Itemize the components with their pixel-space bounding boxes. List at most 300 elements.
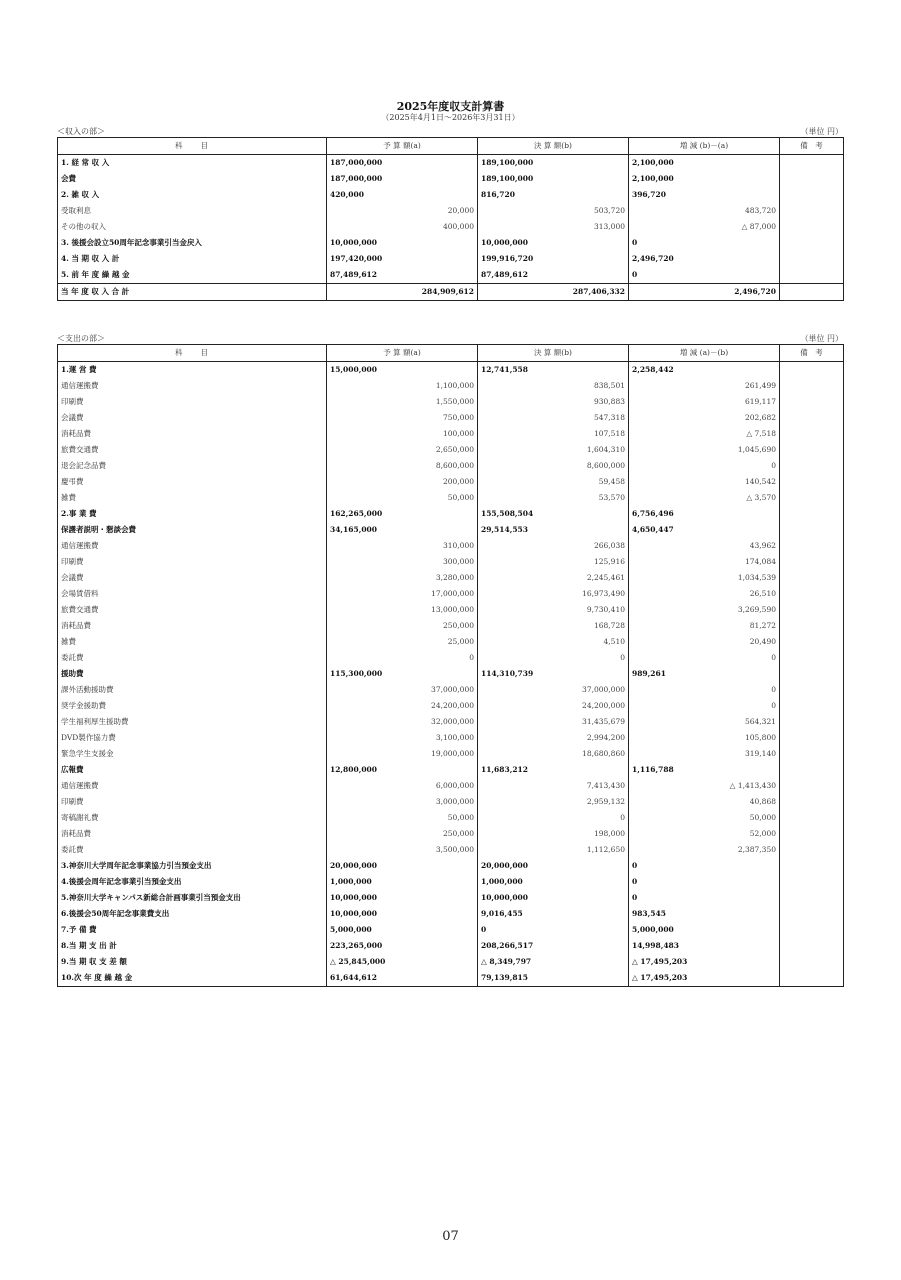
row-label: 援助費 [58,666,327,682]
row-label: 4. 当 期 収 入 計 [58,251,327,267]
cell-actual: 547,318 [478,410,629,426]
cell-budget: 61,644,612 [327,970,478,987]
row-label: 広報費 [58,762,327,778]
table-row [58,714,844,730]
cell-budget: 300,000 [327,554,478,570]
table-row [58,490,844,506]
cell-actual: 87,489,612 [478,267,629,284]
row-label: 2. 雑 収 入 [58,187,327,203]
table-row [58,171,844,187]
table-row [58,506,844,522]
row-label: 10.次 年 度 繰 越 金 [58,970,327,987]
table-row [58,442,844,458]
expense-unit: （単位 円） [800,334,843,343]
cell-remarks [780,746,844,762]
cell-budget: 1,000,000 [327,874,478,890]
cell-budget: 24,200,000 [327,698,478,714]
cell-actual: △ 8,349,797 [478,954,629,970]
cell-diff: 14,998,483 [629,938,780,954]
cell-diff: 3,269,590 [629,602,780,618]
table-row [58,794,844,810]
cell-diff: 2,100,000 [629,171,780,187]
cell-remarks [780,698,844,714]
cell-actual: 31,435,679 [478,714,629,730]
cell-actual: 208,266,517 [478,938,629,954]
cell-budget: 19,000,000 [327,746,478,762]
cell-diff: 81,272 [629,618,780,634]
table-row [58,970,844,987]
cell-remarks [780,826,844,842]
row-label: 印刷費 [58,394,327,410]
cell-actual: 2,959,132 [478,794,629,810]
page-number: 07 [442,1229,459,1244]
table-row [58,698,844,714]
total-actual: 287,406,332 [478,284,629,301]
cell-actual: 189,100,000 [478,155,629,172]
expense-section-label: ＜支出の部＞ [57,334,105,343]
row-label: 1. 経 常 収 入 [58,155,327,172]
row-label: 旅費交通費 [58,442,327,458]
cell-remarks [780,714,844,730]
total-label: 当 年 度 収 入 合 計 [58,284,327,301]
row-label: 3.神奈川大学周年記念事業協力引当預金支出 [58,858,327,874]
table-row [58,954,844,970]
cell-budget: 10,000,000 [327,235,478,251]
table-row [58,458,844,474]
cell-diff: 5,000,000 [629,922,780,938]
row-label: 緊急学生支援金 [58,746,327,762]
cell-budget: 17,000,000 [327,586,478,602]
cell-remarks [780,730,844,746]
header-subject: 科 目 [58,138,327,155]
cell-actual: 0 [478,922,629,938]
cell-budget: 5,000,000 [327,922,478,938]
row-label: 雑費 [58,634,327,650]
row-label: 印刷費 [58,554,327,570]
row-label: 受取利息 [58,203,327,219]
cell-actual: 1,604,310 [478,442,629,458]
cell-remarks [780,938,844,954]
row-label: 退会記念品費 [58,458,327,474]
row-label: 通信運搬費 [58,378,327,394]
cell-actual: 0 [478,650,629,666]
cell-remarks [780,634,844,650]
cell-diff: 202,682 [629,410,780,426]
cell-budget: 8,600,000 [327,458,478,474]
cell-remarks [780,187,844,203]
cell-actual: 10,000,000 [478,890,629,906]
cell-remarks [780,171,844,187]
header-diff: 増 減 (a)－(b) [629,345,780,362]
cell-diff: 2,100,000 [629,155,780,172]
table-row [58,538,844,554]
cell-diff: 2,258,442 [629,362,780,379]
table-row [58,906,844,922]
cell-budget: 3,000,000 [327,794,478,810]
table-row [58,267,844,284]
cell-actual: 11,683,212 [478,762,629,778]
cell-actual: 0 [478,810,629,826]
cell-actual: 168,728 [478,618,629,634]
cell-remarks [780,522,844,538]
cell-remarks [780,219,844,235]
cell-diff: 26,510 [629,586,780,602]
cell-diff: △ 7,518 [629,426,780,442]
cell-actual: 29,514,553 [478,522,629,538]
table-row [58,219,844,235]
cell-remarks [780,442,844,458]
cell-actual: 838,501 [478,378,629,394]
cell-actual: 1,000,000 [478,874,629,890]
table-row [58,570,844,586]
cell-budget: 100,000 [327,426,478,442]
table-row [58,650,844,666]
row-label: 会議費 [58,410,327,426]
row-label: 消耗品費 [58,618,327,634]
cell-remarks [780,203,844,219]
cell-remarks [780,666,844,682]
cell-budget: 0 [327,650,478,666]
cell-remarks [780,251,844,267]
cell-budget: 3,500,000 [327,842,478,858]
cell-diff: 483,720 [629,203,780,219]
table-row [58,730,844,746]
cell-actual: 16,973,490 [478,586,629,602]
table-row [58,922,844,938]
cell-actual: 1,112,650 [478,842,629,858]
document-title: 2025年度収支計算書 [396,100,505,113]
cell-budget: 87,489,612 [327,267,478,284]
table-row [58,362,844,379]
table-row [58,618,844,634]
table-row [58,778,844,794]
cell-diff: 43,962 [629,538,780,554]
cell-remarks [780,586,844,602]
cell-diff: △ 3,570 [629,490,780,506]
cell-budget: 162,265,000 [327,506,478,522]
cell-diff: 20,490 [629,634,780,650]
cell-actual: 79,139,815 [478,970,629,987]
cell-actual: 7,413,430 [478,778,629,794]
table-row [58,474,844,490]
table-row [58,554,844,570]
cell-actual: 189,100,000 [478,171,629,187]
cell-remarks [780,570,844,586]
cell-remarks [780,762,844,778]
cell-diff: 396,720 [629,187,780,203]
cell-budget: 310,000 [327,538,478,554]
row-label: 奨学金援助費 [58,698,327,714]
cell-remarks [780,378,844,394]
row-label: 9.当 期 収 支 差 額 [58,954,327,970]
cell-diff: 52,000 [629,826,780,842]
row-label: 慶弔費 [58,474,327,490]
cell-diff: 0 [629,458,780,474]
cell-actual: 37,000,000 [478,682,629,698]
cell-diff: 319,140 [629,746,780,762]
cell-remarks [780,410,844,426]
header-actual: 決 算 額(b) [478,345,629,362]
cell-budget: 15,000,000 [327,362,478,379]
cell-diff: △ 1,413,430 [629,778,780,794]
cell-remarks [780,538,844,554]
cell-actual: 8,600,000 [478,458,629,474]
cell-actual: 155,508,504 [478,506,629,522]
income-header-row [58,138,844,155]
table-row [58,858,844,874]
cell-budget: 20,000,000 [327,858,478,874]
cell-remarks [780,842,844,858]
cell-budget: 400,000 [327,219,478,235]
header-subject: 科 目 [58,345,327,362]
cell-remarks [780,426,844,442]
cell-budget: 3,100,000 [327,730,478,746]
cell-diff: 989,261 [629,666,780,682]
cell-remarks [780,890,844,906]
cell-actual: 9,016,455 [478,906,629,922]
cell-diff: 0 [629,858,780,874]
row-label: 印刷費 [58,794,327,810]
cell-remarks [780,602,844,618]
cell-budget: 20,000 [327,203,478,219]
cell-budget: 250,000 [327,618,478,634]
expense-header-row [58,345,844,362]
row-label: 8.当 期 支 出 計 [58,938,327,954]
row-label: 5.神奈川大学キャンパス新総合計画事業引当預金支出 [58,890,327,906]
cell-diff: 0 [629,698,780,714]
cell-budget: 200,000 [327,474,478,490]
cell-actual: 12,741,558 [478,362,629,379]
cell-remarks [780,554,844,570]
row-label: 1.運 営 費 [58,362,327,379]
document-period: （2025年4月1日～2026年3月31日） [381,113,520,122]
row-label: 旅費交通費 [58,602,327,618]
row-label: 会場賃借料 [58,586,327,602]
cell-actual: 20,000,000 [478,858,629,874]
cell-diff: 0 [629,267,780,284]
table-row [58,634,844,650]
cell-actual: 114,310,739 [478,666,629,682]
cell-diff: 2,387,350 [629,842,780,858]
cell-actual: 18,680,860 [478,746,629,762]
cell-diff: 0 [629,650,780,666]
cell-diff: 0 [629,682,780,698]
cell-remarks [780,394,844,410]
cell-actual: 503,720 [478,203,629,219]
row-label: 2.事 業 費 [58,506,327,522]
cell-actual: 107,518 [478,426,629,442]
cell-remarks [780,458,844,474]
cell-diff: △ 17,495,203 [629,970,780,987]
cell-diff: 983,545 [629,906,780,922]
cell-budget: 187,000,000 [327,171,478,187]
row-label: DVD製作協力費 [58,730,327,746]
cell-budget: 187,000,000 [327,155,478,172]
cell-budget: 50,000 [327,490,478,506]
cell-remarks [780,267,844,284]
cell-budget: 197,420,000 [327,251,478,267]
table-row [58,378,844,394]
cell-budget: 32,000,000 [327,714,478,730]
cell-actual: 266,038 [478,538,629,554]
row-label: 通信運搬費 [58,778,327,794]
row-label: 6.後援会50周年記念事業費支出 [58,906,327,922]
table-row [58,187,844,203]
cell-remarks [780,778,844,794]
cell-remarks [780,810,844,826]
income-section-label: ＜収入の部＞ [57,127,105,136]
total-budget: 284,909,612 [327,284,478,301]
cell-budget: 37,000,000 [327,682,478,698]
header-remarks: 備 考 [780,345,844,362]
table-row [58,602,844,618]
cell-remarks [780,362,844,379]
header-remarks: 備 考 [780,138,844,155]
table-row [58,762,844,778]
cell-budget: 2,650,000 [327,442,478,458]
cell-actual: 10,000,000 [478,235,629,251]
cell-remarks [780,906,844,922]
row-label: 会議費 [58,570,327,586]
row-label: 雑費 [58,490,327,506]
row-label: その他の収入 [58,219,327,235]
cell-budget: 115,300,000 [327,666,478,682]
cell-diff: △ 17,495,203 [629,954,780,970]
cell-remarks [780,490,844,506]
cell-budget: 50,000 [327,810,478,826]
cell-remarks [780,682,844,698]
cell-actual: 24,200,000 [478,698,629,714]
row-label: 寄稿謝礼費 [58,810,327,826]
row-label: 会費 [58,171,327,187]
cell-actual: 199,916,720 [478,251,629,267]
cell-remarks [780,618,844,634]
cell-diff: 261,499 [629,378,780,394]
cell-actual: 2,994,200 [478,730,629,746]
cell-remarks [780,155,844,172]
row-label: 委託費 [58,650,327,666]
cell-budget: △ 25,845,000 [327,954,478,970]
header-diff: 増 減 (b)－(a) [629,138,780,155]
cell-diff: 4,650,447 [629,522,780,538]
cell-actual: 59,458 [478,474,629,490]
cell-actual: 2,245,461 [478,570,629,586]
row-label: 消耗品費 [58,426,327,442]
cell-budget: 13,000,000 [327,602,478,618]
row-label: 消耗品費 [58,826,327,842]
table-row [58,426,844,442]
cell-budget: 750,000 [327,410,478,426]
cell-budget: 10,000,000 [327,906,478,922]
cell-actual: 9,730,410 [478,602,629,618]
header-actual: 決 算 額(b) [478,138,629,155]
cell-actual: 313,000 [478,219,629,235]
table-row [58,874,844,890]
cell-budget: 1,550,000 [327,394,478,410]
income-table [57,137,844,301]
cell-diff: 50,000 [629,810,780,826]
cell-remarks [780,474,844,490]
cell-remarks [780,284,844,301]
cell-budget: 6,000,000 [327,778,478,794]
row-label: 7.予 備 費 [58,922,327,938]
row-label: 委託費 [58,842,327,858]
table-row [58,842,844,858]
table-row [58,410,844,426]
table-row [58,155,844,172]
cell-diff: 0 [629,235,780,251]
row-label: 学生福利厚生援助費 [58,714,327,730]
cell-remarks [780,506,844,522]
cell-diff: 564,321 [629,714,780,730]
table-row [58,826,844,842]
cell-remarks [780,858,844,874]
table-row [58,586,844,602]
cell-diff: 0 [629,890,780,906]
cell-diff: 619,117 [629,394,780,410]
cell-diff: 40,868 [629,794,780,810]
table-row [58,522,844,538]
cell-diff: 1,116,788 [629,762,780,778]
row-label: 5. 前 年 度 繰 越 金 [58,267,327,284]
table-row [58,235,844,251]
cell-budget: 223,265,000 [327,938,478,954]
cell-budget: 12,800,000 [327,762,478,778]
cell-remarks [780,922,844,938]
cell-actual: 198,000 [478,826,629,842]
table-row [58,251,844,267]
table-row [58,810,844,826]
cell-actual: 816,720 [478,187,629,203]
header-budget: 予 算 額(a) [327,138,478,155]
row-label: 4.後援会周年記念事業引当預金支出 [58,874,327,890]
table-row [58,746,844,762]
cell-actual: 4,510 [478,634,629,650]
cell-remarks [780,235,844,251]
cell-budget: 3,280,000 [327,570,478,586]
cell-diff: 140,542 [629,474,780,490]
cell-budget: 420,000 [327,187,478,203]
cell-remarks [780,650,844,666]
cell-diff: 6,756,496 [629,506,780,522]
row-label: 保護者説明・懇談会費 [58,522,327,538]
cell-diff: 0 [629,874,780,890]
total-row [58,284,844,301]
cell-remarks [780,794,844,810]
table-row [58,890,844,906]
row-label: 3. 後援会設立50周年記念事業引当金戻入 [58,235,327,251]
cell-diff: 2,496,720 [629,251,780,267]
total-diff: 2,496,720 [629,284,780,301]
row-label: 通信運搬費 [58,538,327,554]
cell-diff: 1,034,539 [629,570,780,586]
cell-budget: 250,000 [327,826,478,842]
cell-actual: 930,883 [478,394,629,410]
cell-budget: 1,100,000 [327,378,478,394]
table-row [58,666,844,682]
cell-remarks [780,954,844,970]
cell-actual: 125,916 [478,554,629,570]
row-label: 課外活動援助費 [58,682,327,698]
cell-diff: △ 87,000 [629,219,780,235]
cell-actual: 53,570 [478,490,629,506]
cell-budget: 34,165,000 [327,522,478,538]
table-row [58,682,844,698]
cell-diff: 174,084 [629,554,780,570]
expense-table [57,344,844,987]
header-budget: 予 算 額(a) [327,345,478,362]
cell-budget: 10,000,000 [327,890,478,906]
